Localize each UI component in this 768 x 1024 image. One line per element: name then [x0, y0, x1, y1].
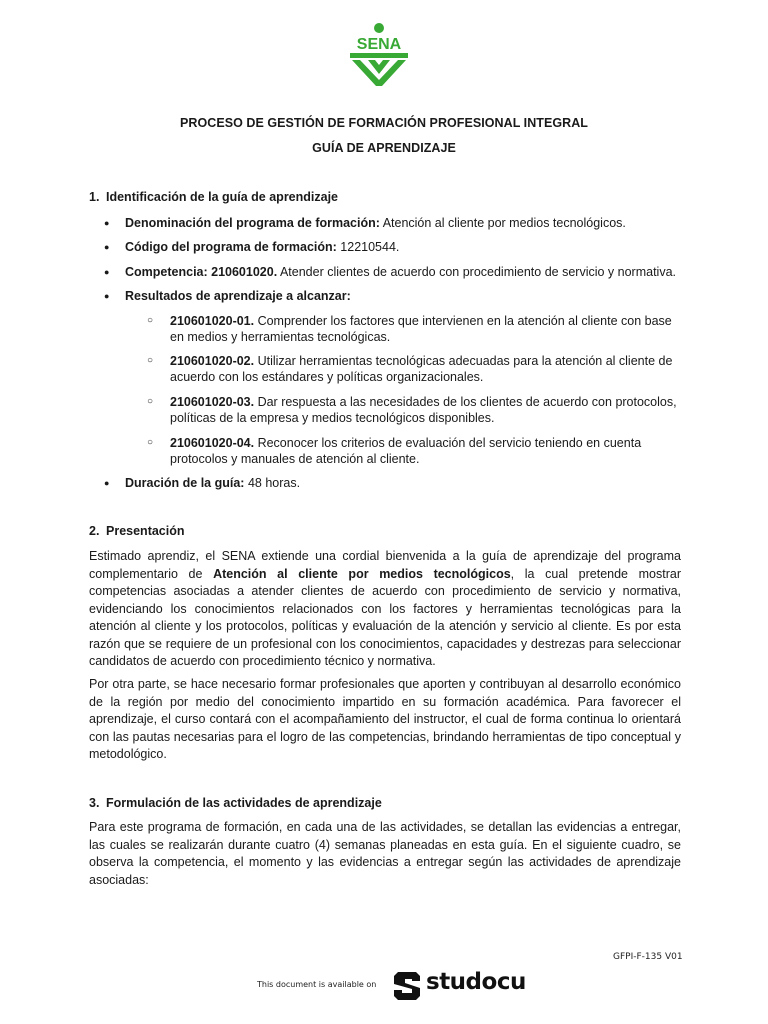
bullet-icon: ●: [104, 242, 110, 252]
section-number: 2.: [89, 524, 100, 538]
section-title: Identificación de la guía de aprendizaje: [106, 190, 339, 204]
list-item: ● Duración de la guía: 48 horas.: [104, 476, 301, 490]
list-item: ● Denominación del programa de formación: Atención al cliente por medios tecnológicos.: [104, 216, 626, 230]
studocu-logo-icon[interactable]: [394, 968, 424, 1002]
section-2-heading: [89, 524, 185, 538]
circle-bullet-icon: ○: [147, 315, 154, 326]
bullet-icon: ●: [104, 478, 110, 488]
learning-result-item: ○ 210601020-04. Reconocer los criterios de evaluación del servicio teniendo en cuenta protocolos y manuales de atención al cliente.: [147, 436, 642, 466]
list-item: ● Código del programa de formación: 12210544.: [104, 240, 400, 254]
learning-result-item: ○ 210601020-02. Utilizar herramientas tecnológicas adecuadas para la atención al cliente de acuerdo con los estándares y políticas organizacionales.: [147, 354, 673, 384]
studocu-brand[interactable]: studocu: [426, 969, 526, 995]
circle-bullet-icon: ○: [147, 437, 154, 448]
section-3-heading: [89, 796, 382, 810]
document-subtitle: GUÍA DE APRENDIZAJE: [312, 141, 456, 155]
bullet-icon: ●: [104, 291, 110, 301]
form-code: GFPI-F-135 V01: [613, 952, 683, 962]
bullet-icon: ●: [104, 267, 110, 277]
section-number: 3.: [89, 796, 100, 810]
circle-bullet-icon: ○: [147, 355, 154, 366]
section-title: Formulación de las actividades de aprendizaje: [106, 796, 382, 810]
list-item: ● Competencia: 210601020. Atender clientes de acuerdo con procedimiento de servicio y normativa.: [104, 265, 676, 279]
presentation-paragraph-1: Estimado aprendiz, el SENA extiende una cordial bienvenida a la guía de aprendizaje del programa complementario de Atención al cliente por medios tecnológicos, la cual pretende mostrar competencias asociadas a atender clientes de acuerdo con procedimiento de servicio y normativa, evidenciando los conocimientos relacionados con los factores y herramientas tecnológicas para la atención al cliente y los protocolos, políticas y evaluación de la atención y servicio al cliente. Es por esta razón que se requiere de un profesional con los conocimientos, capacidades y destrezas para seleccionar candidatos de acuerdo con procedimiento técnico y normativa.: [89, 549, 681, 668]
svg-text:SENA: SENA: [356, 36, 402, 53]
list-item: ● Resultados de aprendizaje a alcanzar:: [104, 289, 351, 303]
presentation-paragraph-2: Por otra parte, se hace necesario formar profesionales que aporten y contribuyan al desarrollo económico de la región por medio del conocimiento impartido en su formación académica. Para favorecer el aprendizaje, el curso contará con el acompañamiento del instructor, el cual de forma continua lo orientará con las pautas necesarias para el logro de las competencias, brindando herramientas de tipo conceptual y metodológico.: [89, 677, 681, 761]
learning-result-item: ○ 210601020-03. Dar respuesta a las necesidades de los clientes de acuerdo con protocolos, políticas de la empresa y medios tecnológicos disponibles.: [147, 395, 677, 425]
availability-note: This document is available on: [257, 980, 377, 989]
sena-logo: [346, 22, 412, 88]
section-1-heading: [89, 190, 338, 204]
section-title: Presentación: [106, 524, 185, 538]
learning-result-item: ○ 210601020-01. Comprender los factores que intervienen en la atención al cliente con base en medios y herramientas tecnológicas.: [147, 314, 672, 344]
section-number: 1.: [89, 190, 100, 204]
circle-bullet-icon: ○: [147, 396, 154, 407]
activities-paragraph: Para este programa de formación, en cada una de las actividades, se detallan las evidencias a entregar, las cuales se realizarán durante cuatro (4) semanas planeadas en esta guía. En el siguiente cuadro, se observa la competencia, el momento y las evidencias a entregar según las actividades de aprendizaje asociadas:: [89, 820, 681, 887]
bullet-icon: ●: [104, 218, 110, 228]
document-title: PROCESO DE GESTIÓN DE FORMACIÓN PROFESIONAL INTEGRAL: [180, 116, 588, 130]
